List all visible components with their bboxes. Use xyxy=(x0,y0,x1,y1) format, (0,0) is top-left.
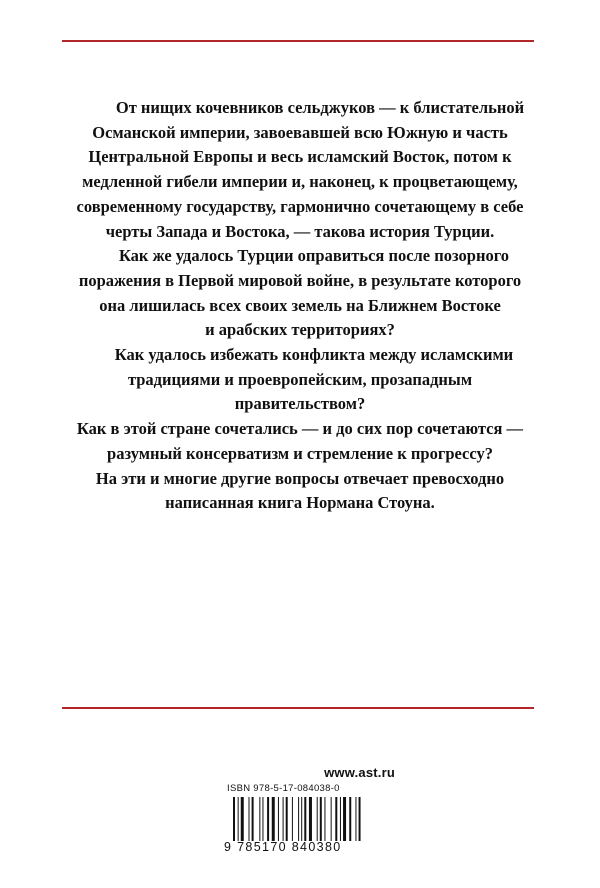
barcode-bar xyxy=(241,797,244,841)
barcode-bar xyxy=(292,797,293,841)
blurb-line: Как удалось избежать конфликта между исламскими xyxy=(114,345,514,365)
blurb-line: Центральной Европы и весь исламский Восток, потом к xyxy=(88,147,512,167)
barcode-bar xyxy=(262,797,263,841)
barcode-bar xyxy=(298,797,299,841)
barcode-digits: 9 785170 840380 xyxy=(224,840,342,854)
isbn-label: ISBN 978-5-17-084038-0 xyxy=(227,783,340,794)
barcode-bar xyxy=(283,797,284,841)
barcode-bar xyxy=(309,797,312,841)
barcode-bar xyxy=(359,797,361,841)
barcode-bar xyxy=(340,797,341,841)
barcode-bar xyxy=(355,797,356,841)
back-cover-blurb xyxy=(0,96,600,516)
barcode-bar xyxy=(324,797,325,841)
barcode-bar xyxy=(267,797,269,841)
barcode-bar xyxy=(233,797,235,841)
isbn-barcode xyxy=(233,797,397,841)
barcode-bar xyxy=(259,797,260,841)
blurb-line: На эти и многие другие вопросы отвечает превосходно xyxy=(95,468,505,488)
blurb-line: написанная книга Нормана Стоуна. xyxy=(165,493,435,513)
blurb-line: современному государству, гармонично сочетающему в себе xyxy=(76,196,524,216)
blurb-line: она лишилась всех своих земель на Ближнем Востоке xyxy=(99,295,501,315)
barcode-bar xyxy=(249,797,250,841)
blurb-line: разумный консерватизм и стремление к прогрессу? xyxy=(107,443,493,463)
blurb-line: Османской империи, завоевавшей всю Южную и часть xyxy=(92,122,508,142)
barcode-bar xyxy=(238,797,239,841)
barcode-bar xyxy=(252,797,254,841)
blurb-line: Как же удалось Турции оправиться после позорного xyxy=(118,246,510,266)
blurb-line: поражения в Первой мировой войне, в результате которого xyxy=(78,270,522,290)
blurb-line: медленной гибели империи и, наконец, к процветающему, xyxy=(82,172,518,192)
barcode-bar xyxy=(272,797,275,841)
top-divider xyxy=(62,40,534,42)
barcode-bar xyxy=(301,797,302,841)
barcode-bar xyxy=(317,797,318,841)
blurb-line: традициями и проевропейским, прозападным xyxy=(127,369,473,389)
blurb-line: черты Запада и Востока, — такова история Турции. xyxy=(105,221,495,241)
blurb-line: правительством? xyxy=(234,394,366,414)
bottom-divider xyxy=(62,707,534,709)
barcode-bar xyxy=(320,797,322,841)
barcode-bar xyxy=(286,797,288,841)
barcode-bar xyxy=(349,797,351,841)
blurb-line: От нищих кочевников сельджуков — к блистательной xyxy=(115,98,525,117)
publisher-website: www.ast.ru xyxy=(324,765,395,780)
barcode-bar xyxy=(278,797,279,841)
blurb-line: Как в этой стране сочетались — и до сих пор сочетаются — xyxy=(76,419,524,439)
blurb-line: и арабских территориях? xyxy=(205,320,395,340)
barcode-bar xyxy=(331,797,332,841)
barcode-bar xyxy=(343,797,346,841)
barcode-bar xyxy=(304,797,306,841)
barcode-bar xyxy=(335,797,337,841)
